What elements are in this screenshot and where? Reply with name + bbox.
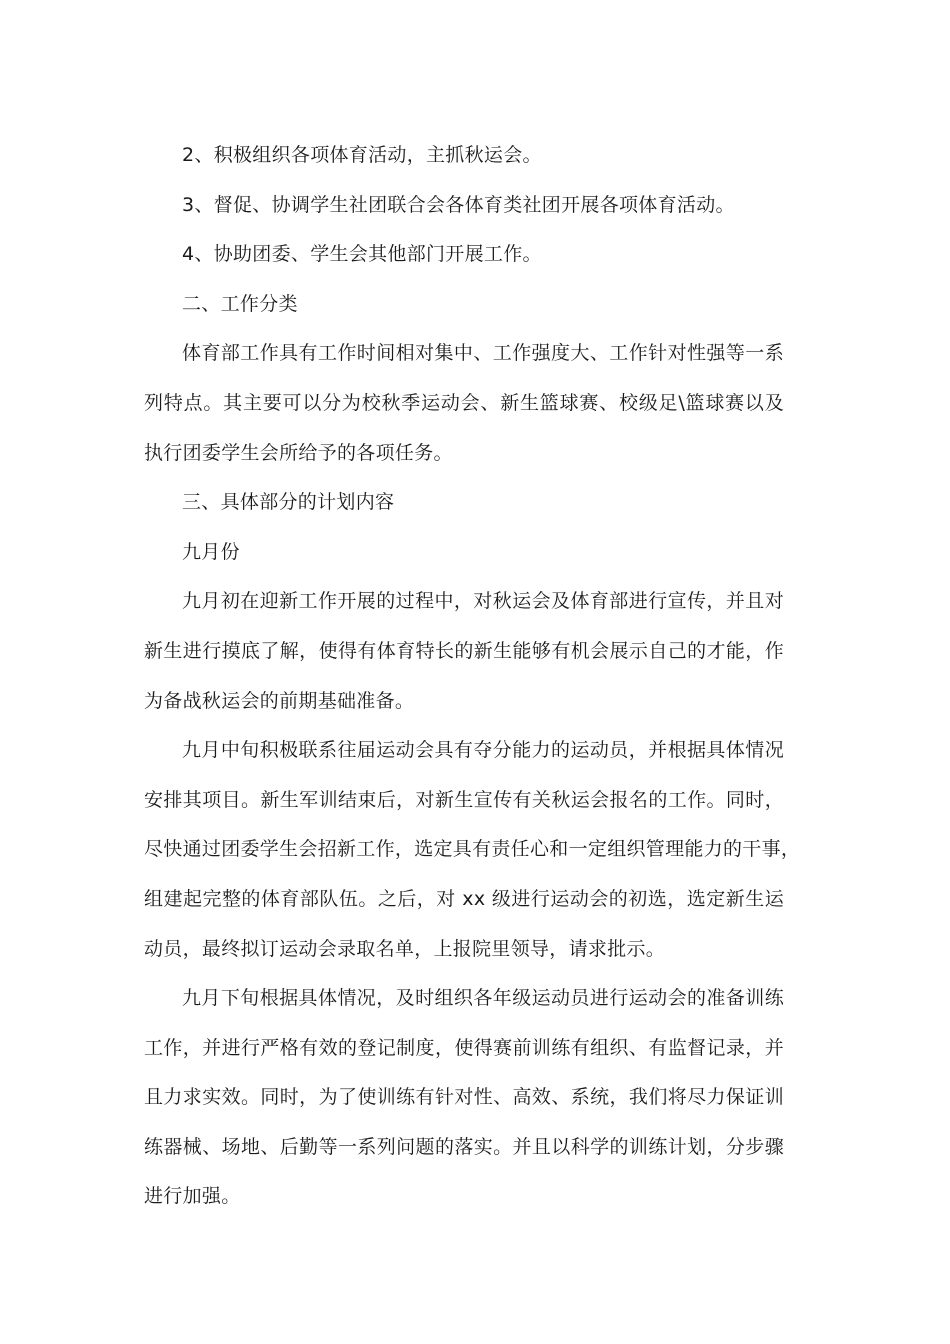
- paragraph-line: 组建起完整的体育部队伍。之后，对 xx 级进行运动会的初选，选定新生运: [144, 887, 784, 910]
- paragraph: [144, 577, 784, 726]
- paragraph-line: 尽快通过团委学生会招新工作，选定具有责任心和一定组织管理能力的干事，: [144, 838, 801, 861]
- paragraph: [144, 181, 784, 231]
- paragraph-line: 九月中旬积极联系往届运动会具有夺分能力的运动员，并根据具体情况: [182, 739, 784, 762]
- paragraph: [144, 280, 784, 330]
- paragraph-line: 九月下旬根据具体情况，及时组织各年级运动员进行运动会的准备训练: [182, 987, 784, 1010]
- paragraph-line: 且力求实效。同时，为了使训练有针对性、高效、系统，我们将尽力保证训: [144, 1086, 784, 1109]
- document-body: [144, 131, 801, 1222]
- paragraph-line: 列特点。其主要可以分为校秋季运动会、新生篮球赛、校级足\篮球赛以及: [144, 391, 784, 414]
- paragraph: [144, 131, 784, 181]
- paragraph: [144, 528, 784, 578]
- paragraph-line: 九月份: [182, 540, 240, 563]
- paragraph-line: 2、积极组织各项体育活动，主抓秋运会。: [182, 144, 542, 166]
- paragraph: [144, 329, 784, 478]
- paragraph-line: 新生进行摸底了解，使得有体育特长的新生能够有机会展示自己的才能，作: [144, 639, 784, 662]
- paragraph-line: 3、督促、协调学生社团联合会各体育类社团开展各项体育活动。: [182, 193, 735, 216]
- paragraph-line: 4、协助团委、学生会其他部门开展工作。: [182, 243, 542, 266]
- paragraph-line: 执行团委学生会所给予的各项任务。: [144, 441, 453, 464]
- paragraph-line: 为备战秋运会的前期基础准备。: [144, 689, 415, 712]
- paragraph: [144, 478, 784, 528]
- paragraph-line: 九月初在迎新工作开展的过程中，对秋运会及体育部进行宣传，并且对: [182, 590, 784, 613]
- paragraph: [144, 230, 784, 280]
- paragraph-line: 动员，最终拟订运动会录取名单，上报院里领导，请求批示。: [144, 937, 666, 960]
- paragraph-line: 工作，并进行严格有效的登记制度，使得赛前训练有组织、有监督记录，并: [144, 1036, 784, 1059]
- paragraph-line: 练器械、场地、后勤等一系列问题的落实。并且以科学的训练计划，分步骤: [144, 1135, 784, 1158]
- paragraph-line: 安排其项目。新生军训结束后，对新生宣传有关秋运会报名的工作。同时，: [144, 788, 784, 811]
- paragraph-line: 二、工作分类: [182, 292, 298, 315]
- paragraph-line: 体育部工作具有工作时间相对集中、工作强度大、工作针对性强等一系: [182, 342, 784, 365]
- paragraph-line: 进行加强。: [144, 1185, 241, 1208]
- paragraph: [144, 974, 784, 1222]
- paragraph: [144, 726, 801, 974]
- paragraph-line: 三、具体部分的计划内容: [182, 491, 395, 514]
